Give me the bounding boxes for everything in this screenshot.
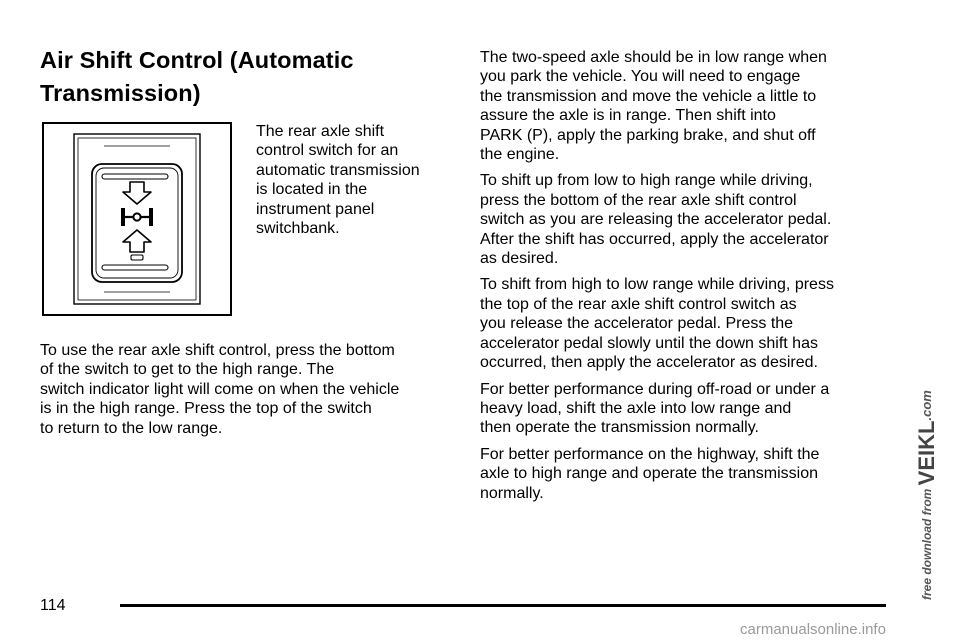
body-paragraph xyxy=(40,341,452,438)
text-line: is in the high range. Press the top of the switch xyxy=(40,400,372,418)
bottom-watermark: carmanualsonline.info xyxy=(740,621,886,638)
text-line: For better performance on the highway, shift the xyxy=(480,445,820,463)
text-line: you release the accelerator pedal. Press the xyxy=(480,315,794,333)
indicator-light xyxy=(131,255,143,260)
text-line: To shift from high to low range while driving, press xyxy=(480,276,834,294)
axle-icon xyxy=(121,208,153,226)
text-line: switch as you are releasing the accelerator pedal. xyxy=(480,211,832,229)
body-paragraph-3 xyxy=(480,275,892,372)
heading-line-2: Transmission) xyxy=(40,80,201,106)
body-paragraph-4 xyxy=(480,380,892,438)
arrow-down-icon xyxy=(123,182,151,204)
switch-illustration xyxy=(42,122,232,316)
body-paragraph-5 xyxy=(480,445,892,503)
text-line: the top of the rear axle shift control switch as xyxy=(480,295,797,313)
figure-caption xyxy=(256,122,446,238)
text-line: assure the axle is in range. Then shift into xyxy=(480,107,776,125)
text-line: After the shift has occurred, apply the accelerator xyxy=(480,230,829,248)
switch-top-bar xyxy=(102,174,168,179)
watermark-suffix: .com xyxy=(919,390,934,421)
page-number: 114 xyxy=(40,597,66,614)
watermark-prefix: free download from xyxy=(920,488,934,600)
arrow-up-icon xyxy=(123,230,151,252)
body-paragraph-2 xyxy=(480,171,892,268)
text-line: of the switch to get to the high range. The xyxy=(40,361,335,379)
caption-line: control switch for an xyxy=(256,142,399,160)
caption-line: automatic transmission xyxy=(256,161,420,179)
rocker-switch-inner xyxy=(96,168,178,278)
text-line: For better performance during off-road or under a xyxy=(480,380,830,398)
text-line: The two-speed axle should be in low range when xyxy=(480,49,827,66)
caption-line: The rear axle shift xyxy=(256,123,385,140)
text-line: to return to the low range. xyxy=(40,419,223,437)
text-line: normally. xyxy=(480,484,544,502)
text-line: the transmission and move the vehicle a little to xyxy=(480,87,817,105)
caption-line: switchbank. xyxy=(256,220,340,238)
right-column-body xyxy=(480,48,892,510)
caption-line: instrument panel xyxy=(256,200,375,218)
text-line: the engine. xyxy=(480,146,560,164)
text-line: PARK (P), apply the parking brake, and shut off xyxy=(480,126,816,144)
text-line: occurred, then apply the accelerator as desired. xyxy=(480,354,818,372)
text-line: switch indicator light will come on when the vehicle xyxy=(40,380,400,398)
axle-switch-drawing xyxy=(44,124,230,314)
text-line: you park the vehicle. You will need to engage xyxy=(480,68,801,86)
left-column-body xyxy=(40,341,452,445)
watermark-brand: VEIKL xyxy=(914,420,939,486)
footer-rule xyxy=(120,604,886,607)
switch-bottom-bar xyxy=(102,265,168,270)
text-line: To use the rear axle shift control, press the bottom xyxy=(40,342,395,359)
text-line: axle to high range and operate the transmission xyxy=(480,465,818,483)
text-line: as desired. xyxy=(480,250,559,268)
side-watermark-text xyxy=(914,390,939,600)
body-paragraph-1 xyxy=(480,48,892,164)
heading-line-1: Air Shift Control (Automatic xyxy=(40,47,354,73)
caption-line: is located in the xyxy=(256,181,368,199)
text-line: then operate the transmission normally. xyxy=(480,419,759,437)
text-line: accelerator pedal slowly until the down shift has xyxy=(480,334,818,352)
text-line: To shift up from low to high range while driving, xyxy=(480,172,813,190)
section-heading xyxy=(40,44,440,110)
text-line: press the bottom of the rear axle shift control xyxy=(480,191,797,209)
text-line: heavy load, shift the axle into low range and xyxy=(480,399,792,417)
